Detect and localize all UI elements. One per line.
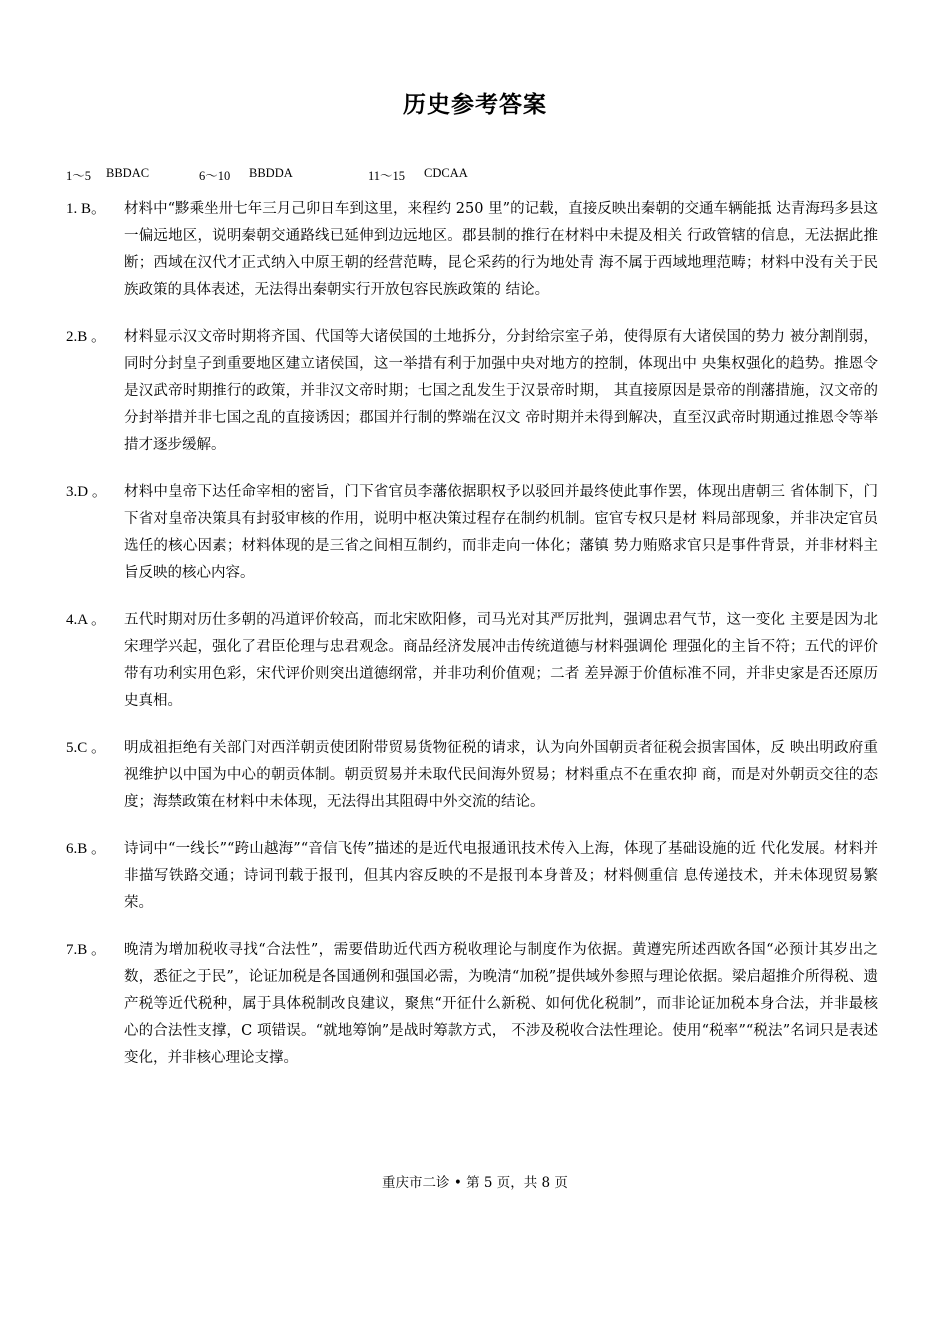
answer-item-7 <box>66 937 878 1072</box>
answer-number: 5.C 。 <box>66 740 107 756</box>
page-title: 历史参考答案 <box>403 92 547 118</box>
answer-item-6 <box>66 836 878 917</box>
answer-number: 2.B 。 <box>66 329 107 345</box>
answer-number: 4.A 。 <box>66 612 107 628</box>
answer-key-range-3: 11～15 <box>368 169 406 183</box>
answer-explanation: 材料显示汉文帝时期将齐国、代国等大诸侯国的土地拆分，分封给宗室子弟，使得原有大诸侯国的势力 被分割削弱，同时分封皇子到重要地区建立诸侯国，这一举措有利于加强中央对地方的控制，体现出中 央集权强化的趋势。推恩令是汉武帝时期推行的政策，并非汉文帝时期；七国之乱发生于汉景帝时期， 其直接原因是景帝的削藩措施，汉文帝的分封举措并非七国之乱的直接诱因；郡国并行制的弊端在汉文 帝时期并未得到解决，直至汉武帝时期通过推恩令等举措才逐步缓解。 <box>124 329 878 453</box>
answer-item-2 <box>66 324 878 459</box>
answer-key-range-1: 1～5 <box>66 169 92 183</box>
answer-key-answers-1: BBDAC <box>106 166 150 180</box>
answer-item-4 <box>66 607 878 715</box>
answer-explanation: 晚清为增加税收寻找“合法性”，需要借助近代西方税收理论与制度作为依据。黄遵宪所述西欧各国“必预计其岁出之数，悉征之于民”，论证加税是各国通例和强国必需，为晚清“加税”提供域外参照与理论依据。梁启超推介所得税、遗产税等近代税种，属于具体税制改良建议，聚焦“开征什么新税、如何优化税制”，而非论证加税本身合法，并非最核心的合法性支撑，C 项错误。“就地筹饷”是战时筹款方式， 不涉及税收合法性理论。使用“税率”“税法”名词只是表述变化，并非核心理论支撑。 <box>124 942 878 1066</box>
answer-key-answers-3: CDCAA <box>424 166 468 180</box>
page-footer: 重庆市二诊 • 第 5 页，共 8 页 <box>382 1175 568 1191</box>
answer-explanations <box>66 196 878 1092</box>
answer-explanation: 诗词中“一线长”“跨山越海”“音信飞传”描述的是近代电报通讯技术传入上海，体现了基础设施的近 代化发展。材料并非描写铁路交通；诗词刊载于报刊，但其内容反映的不是报刊本身普及；材料侧重信 息传递技术，并未体现贸易繁荣。 <box>124 841 878 911</box>
answer-explanation: 材料中皇帝下达任命宰相的密旨，门下省官员李藩依据职权予以驳回并最终使此事作罢，体现出唐朝三 省体制下，门下省对皇帝决策具有封驳审核的作用，说明中枢决策过程存在制约机制。宦官专权只是材 料局部现象，并非决定官员选任的核心因素；材料体现的是三省之间相互制约，而非走向一体化；藩镇 势力贿赂求官只是事件背景，并非材料主旨反映的核心内容。 <box>124 484 878 581</box>
answer-explanation: 材料中“黟乘坐卅七年三月己卯日车到这里，来程约 250 里”的记载，直接反映出秦朝的交通车辆能抵 达青海玛多县这一偏远地区，说明秦朝交通路线已延伸到边远地区。郡县制的推行在材料中未提及相关 行政管辖的信息，无法据此推断；西域在汉代才正式纳入中原王朝的经营范畴，昆仑采药的行为地处青 海不属于西域地理范畴；材料中没有关于民族政策的具体表述，无法得出秦朝实行开放包容民族政策的 结论。 <box>124 201 878 298</box>
answer-number: 3.D 。 <box>66 484 107 500</box>
answer-item-3 <box>66 479 878 587</box>
answer-number: 6.B 。 <box>66 841 107 857</box>
answer-key-answers-2: BBDDA <box>249 166 293 180</box>
answer-item-1 <box>66 196 878 304</box>
answer-explanation: 明成祖拒绝有关部门对西洋朝贡使团附带贸易货物征税的请求，认为向外国朝贡者征税会损害国体，反 映出明政府重视维护以中国为中心的朝贡体制。朝贡贸易并未取代民间海外贸易；材料重点不在重农抑 商，而是对外朝贡交往的态度；海禁政策在材料中未体现，无法得出其阻碍中外交流的结论。 <box>124 740 878 810</box>
answer-number: 7.B 。 <box>66 942 107 958</box>
answer-explanation: 五代时期对历仕多朝的冯道评价较高，而北宋欧阳修，司马光对其严厉批判，强调忠君气节，这一变化 主要是因为北宋理学兴起，强化了君臣伦理与忠君观念。商品经济发展冲击传统道德与材料强调伦 理强化的主旨不符；五代的评价带有功利实用色彩，宋代评价则突出道德纲常，并非功利价值观；二者 差异源于价值标准不同，并非史家是否还原历史真相。 <box>124 612 878 709</box>
answer-item-5 <box>66 735 878 816</box>
answer-key-range-2: 6～10 <box>199 169 231 183</box>
answer-number: 1. B。 <box>66 201 107 217</box>
